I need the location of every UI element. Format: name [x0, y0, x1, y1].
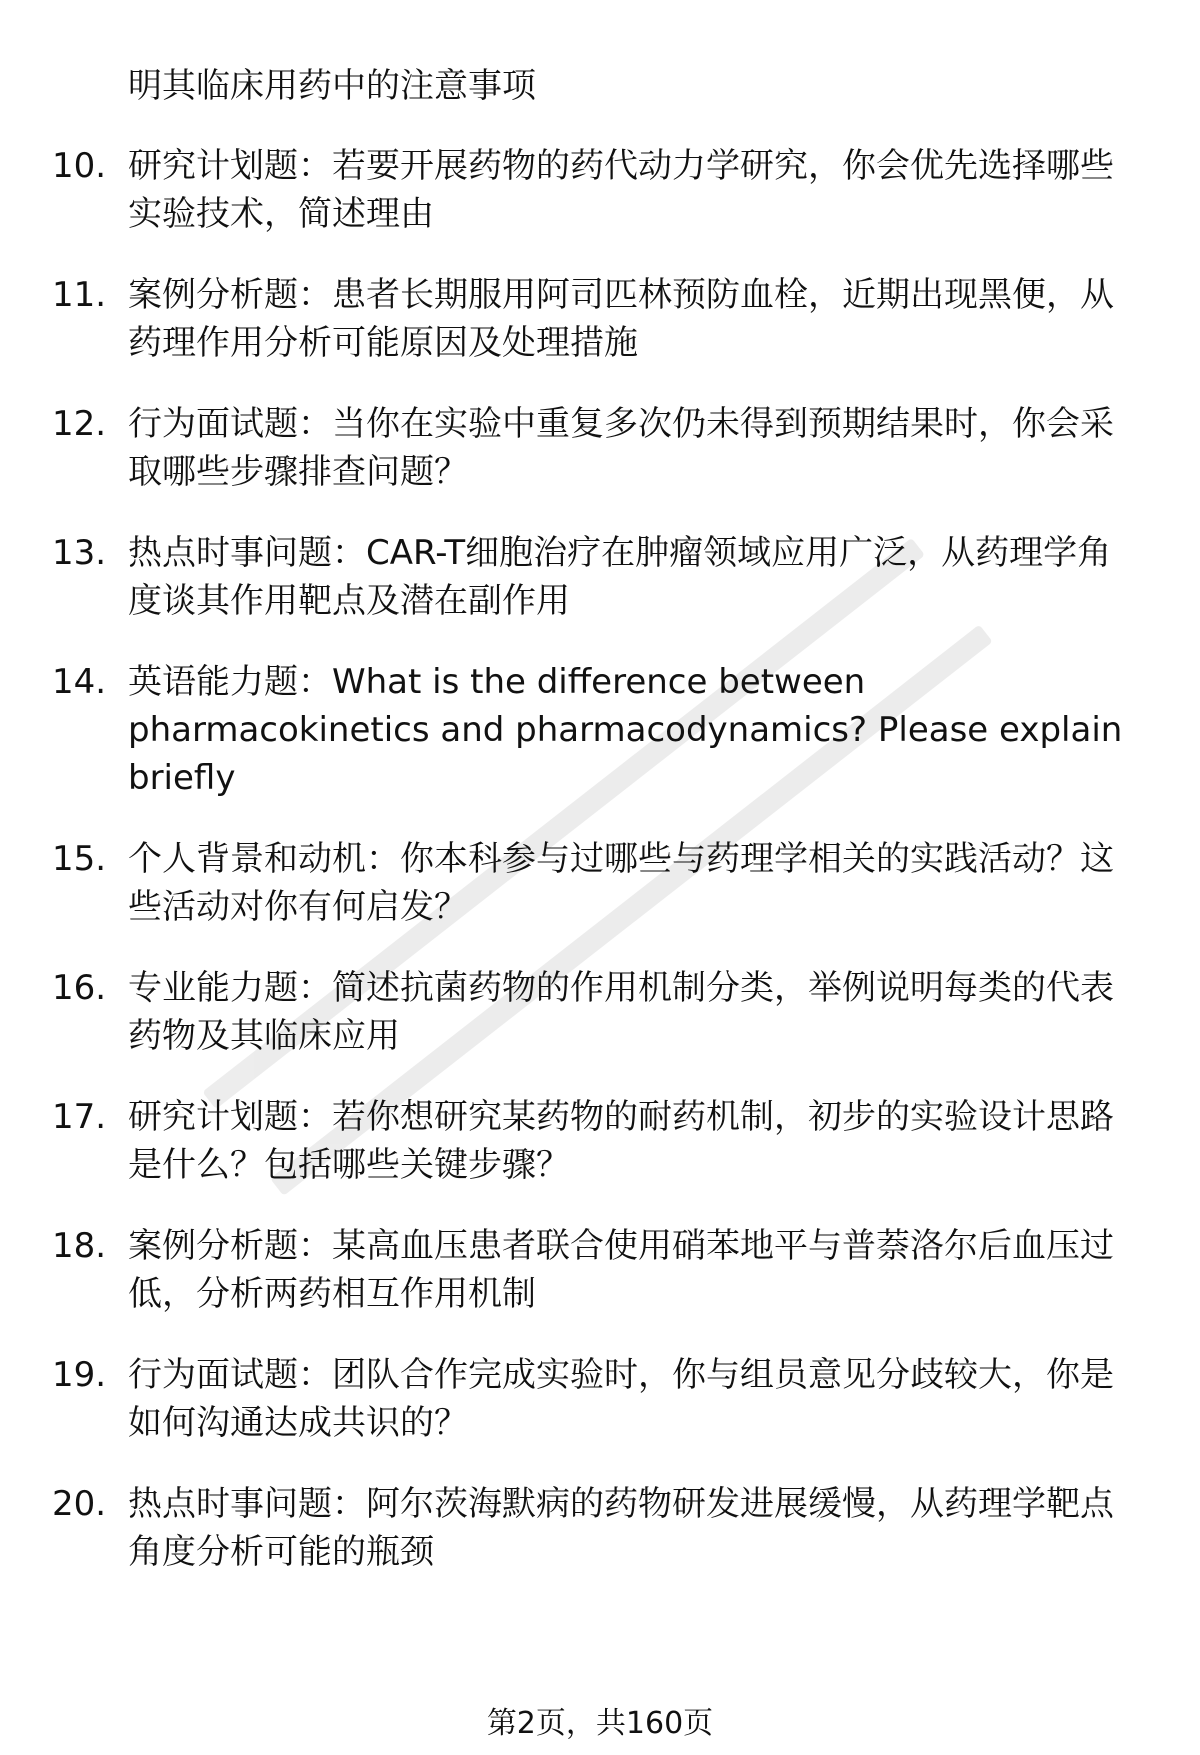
question-item — [0, 835, 1200, 931]
question-item — [0, 1480, 1200, 1576]
question-text: 研究计划题：若要开展药物的药代动力学研究，你会优先选择哪些实验技术，简述理由 — [128, 146, 1114, 234]
question-number: 16. — [52, 968, 107, 1008]
question-number: 18. — [52, 1226, 107, 1266]
question-item — [0, 964, 1200, 1060]
question-number: 19. — [52, 1355, 107, 1395]
question-number: 15. — [52, 839, 107, 879]
question-number: 20. — [52, 1484, 107, 1524]
question-item — [0, 658, 1200, 802]
question-text: 热点时事问题：CAR-T细胞治疗在肿瘤领域应用广泛，从药理学角度谈其作用靶点及潜在副作用 — [128, 533, 1112, 621]
question-number: 12. — [52, 404, 107, 444]
question-text: 案例分析题：某高血压患者联合使用硝苯地平与普萘洛尔后血压过低，分析两药相互作用机制 — [128, 1226, 1114, 1314]
continuation-text: 明其临床用药中的注意事项 — [128, 66, 536, 106]
question-text: 行为面试题：团队合作完成实验时，你与组员意见分歧较大，你是如何沟通达成共识的？ — [128, 1355, 1114, 1443]
question-number: 17. — [52, 1097, 107, 1137]
question-text: 案例分析题：患者长期服用阿司匹林预防血栓，近期出现黑便，从药理作用分析可能原因及处理措施 — [128, 275, 1114, 363]
question-item — [0, 400, 1200, 496]
question-number: 14. — [52, 662, 107, 702]
question-number: 10. — [52, 146, 107, 186]
question-number: 13. — [52, 533, 107, 573]
question-text: 英语能力题：What is the difference between pharmacokinetics and pharmacodynamics? Please explain briefly — [128, 662, 1123, 798]
question-text: 热点时事问题：阿尔茨海默病的药物研发进展缓慢，从药理学靶点角度分析可能的瓶颈 — [128, 1484, 1114, 1572]
question-item — [0, 1093, 1200, 1189]
question-list — [0, 142, 1200, 1609]
question-item — [0, 271, 1200, 367]
page-footer: 第2页，共160页 — [486, 1706, 714, 1741]
question-text: 研究计划题：若你想研究某药物的耐药机制，初步的实验设计思路是什么？包括哪些关键步骤？ — [128, 1097, 1114, 1185]
question-item — [0, 142, 1200, 238]
question-number: 11. — [52, 275, 107, 315]
question-text: 专业能力题：简述抗菌药物的作用机制分类，举例说明每类的代表药物及其临床应用 — [128, 968, 1114, 1056]
question-item — [0, 529, 1200, 625]
question-text: 个人背景和动机：你本科参与过哪些与药理学相关的实践活动？这些活动对你有何启发？ — [128, 839, 1114, 927]
question-item — [0, 1222, 1200, 1318]
question-text: 行为面试题：当你在实验中重复多次仍未得到预期结果时，你会采取哪些步骤排查问题？ — [128, 404, 1114, 492]
question-item — [0, 1351, 1200, 1447]
